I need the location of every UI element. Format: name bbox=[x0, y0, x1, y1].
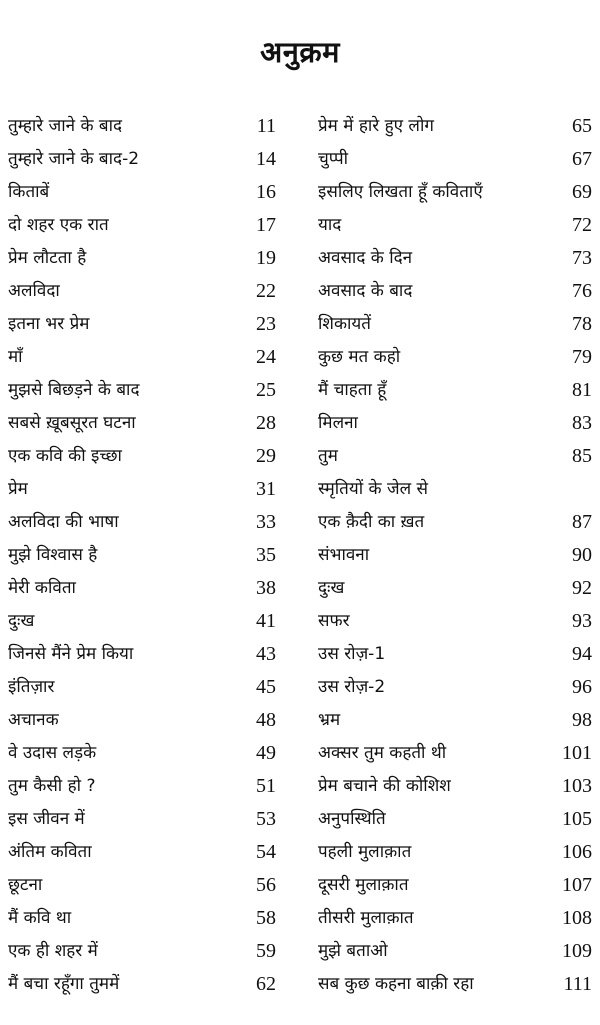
toc-entry-title: संभावना bbox=[318, 545, 370, 565]
toc-entry-page: 29 bbox=[256, 445, 276, 467]
toc-entry-page: 41 bbox=[256, 610, 276, 632]
toc-entry-page: 33 bbox=[256, 511, 276, 533]
toc-entry bbox=[318, 242, 592, 275]
toc-entry bbox=[318, 836, 592, 869]
toc-entry-title: सब कुछ कहना बाक़ी रहा bbox=[318, 974, 474, 994]
toc-entry-title: याद bbox=[318, 215, 342, 235]
toc-entry bbox=[8, 440, 276, 473]
toc-entry bbox=[8, 539, 276, 572]
toc-entry-title: छूटना bbox=[8, 875, 43, 895]
toc-entry bbox=[318, 209, 592, 242]
toc-entry-title: इंतिज़ार bbox=[8, 677, 55, 697]
toc-entry bbox=[318, 803, 592, 836]
toc-entry bbox=[318, 704, 592, 737]
toc-entry-title: दो शहर एक रात bbox=[8, 215, 109, 235]
toc-entry bbox=[318, 407, 592, 440]
toc-entry-title: प्रेम में हारे हुए लोग bbox=[318, 116, 434, 136]
toc-entry-title: वे उदास लड़के bbox=[8, 743, 97, 763]
toc-entry-page: 58 bbox=[256, 907, 276, 929]
toc-entry bbox=[318, 473, 592, 506]
toc-entry-page: 17 bbox=[256, 214, 276, 236]
toc-entry-page: 103 bbox=[562, 775, 592, 797]
toc-entry-page: 35 bbox=[256, 544, 276, 566]
toc-entry bbox=[8, 473, 276, 506]
toc-entry-page: 87 bbox=[572, 511, 592, 533]
toc-entry-page: 22 bbox=[256, 280, 276, 302]
toc-entry bbox=[318, 770, 592, 803]
toc-entry-title: स्मृतियों के जेल से bbox=[318, 479, 429, 499]
toc-entry bbox=[8, 275, 276, 308]
toc-entry-page: 51 bbox=[256, 775, 276, 797]
toc-entry bbox=[8, 110, 276, 143]
toc-entry bbox=[8, 803, 276, 836]
toc-entry-page: 48 bbox=[256, 709, 276, 731]
toc-entry-page: 72 bbox=[572, 214, 592, 236]
toc-entry bbox=[318, 440, 592, 473]
toc-entry-page: 62 bbox=[256, 973, 276, 995]
toc-entry-title: मैं कवि था bbox=[8, 908, 72, 928]
toc-entry-title: पहली मुलाक़ात bbox=[318, 842, 412, 862]
toc-entry bbox=[318, 341, 592, 374]
toc-entry-title: तुम bbox=[318, 446, 338, 466]
toc-entry bbox=[318, 374, 592, 407]
toc-entry-page: 78 bbox=[572, 313, 592, 335]
toc-entry bbox=[8, 968, 276, 1001]
toc-entry bbox=[318, 605, 592, 638]
toc-entry-title: प्रेम लौटता है bbox=[8, 248, 87, 268]
toc-entry bbox=[318, 671, 592, 704]
toc-entry-title: अवसाद के दिन bbox=[318, 248, 413, 268]
toc-entry bbox=[318, 902, 592, 935]
toc-entry bbox=[318, 737, 592, 770]
toc-entry bbox=[8, 770, 276, 803]
toc-entry bbox=[8, 572, 276, 605]
toc-entry-title: जिनसे मैंने प्रेम किया bbox=[8, 644, 134, 664]
toc-entry bbox=[8, 902, 276, 935]
toc-entry-page: 54 bbox=[256, 841, 276, 863]
toc-entry-page: 16 bbox=[256, 181, 276, 203]
toc-entry bbox=[8, 737, 276, 770]
toc-entry-page: 85 bbox=[572, 445, 592, 467]
toc-entry-title: चुप्पी bbox=[318, 149, 349, 169]
toc-entry bbox=[318, 539, 592, 572]
toc-entry-page: 73 bbox=[572, 247, 592, 269]
toc-entry-page: 109 bbox=[562, 940, 592, 962]
toc-entry bbox=[8, 407, 276, 440]
toc-entry bbox=[318, 275, 592, 308]
toc-entry-page: 24 bbox=[256, 346, 276, 368]
toc-entry-title: इतना भर प्रेम bbox=[8, 314, 90, 334]
toc-entry-title: तुम्हारे जाने के बाद-2 bbox=[8, 149, 140, 169]
toc-entry-page: 79 bbox=[572, 346, 592, 368]
toc-entry-title: मैं बचा रहूँगा तुममें bbox=[8, 974, 120, 994]
toc-entry-page: 81 bbox=[572, 379, 592, 401]
toc-entry-page: 76 bbox=[572, 280, 592, 302]
toc-entry-title: इसलिए लिखता हूँ कविताएँ bbox=[318, 182, 483, 202]
toc-entry-title: एक कवि की इच्छा bbox=[8, 446, 122, 466]
toc-entry bbox=[318, 572, 592, 605]
toc-entry-title: मेरी कविता bbox=[8, 578, 76, 598]
toc-entry-page: 23 bbox=[256, 313, 276, 335]
toc-entry bbox=[8, 638, 276, 671]
toc-entry bbox=[8, 836, 276, 869]
toc-entry bbox=[8, 374, 276, 407]
toc-entry-page: 106 bbox=[562, 841, 592, 863]
page-title: अनुक्रम bbox=[260, 35, 340, 69]
toc-entry-page: 38 bbox=[256, 577, 276, 599]
toc-entry-page: 111 bbox=[563, 973, 592, 995]
toc-entry bbox=[318, 638, 592, 671]
toc-entry-title: दुःख bbox=[318, 578, 345, 598]
toc-entry-title: अंतिम कविता bbox=[8, 842, 92, 862]
toc-entry bbox=[318, 968, 592, 1001]
toc-entry-page: 56 bbox=[256, 874, 276, 896]
toc-entry-title: तीसरी मुलाक़ात bbox=[318, 908, 414, 928]
toc-entry-page: 96 bbox=[572, 676, 592, 698]
toc-entry bbox=[8, 671, 276, 704]
toc-entry bbox=[8, 704, 276, 737]
toc-entry bbox=[8, 341, 276, 374]
toc-entry bbox=[318, 110, 592, 143]
toc-entry-page: 98 bbox=[572, 709, 592, 731]
toc-entry-title: प्रेम bbox=[8, 479, 28, 499]
toc-entry-page: 69 bbox=[572, 181, 592, 203]
toc-entry bbox=[8, 209, 276, 242]
toc-entry-title: माँ bbox=[8, 347, 23, 367]
toc-entry-page: 93 bbox=[572, 610, 592, 632]
toc-entry-page: 31 bbox=[256, 478, 276, 500]
toc-entry-page: 25 bbox=[256, 379, 276, 401]
toc-entry-title: दूसरी मुलाक़ात bbox=[318, 875, 409, 895]
toc-entry-page: 83 bbox=[572, 412, 592, 434]
toc-entry-page: 65 bbox=[572, 115, 592, 137]
toc-entry-page: 94 bbox=[572, 643, 592, 665]
toc-right-column bbox=[318, 110, 592, 1001]
toc-entry bbox=[318, 308, 592, 341]
toc-entry bbox=[8, 308, 276, 341]
toc-entry-title: मिलना bbox=[318, 413, 358, 433]
toc-entry-page: 19 bbox=[256, 247, 276, 269]
toc-entry-title: प्रेम बचाने की कोशिश bbox=[318, 776, 451, 796]
toc-entry-title: एक क़ैदी का ख़त bbox=[318, 512, 425, 532]
toc-entry-title: दुःख bbox=[8, 611, 35, 631]
toc-entry-page: 53 bbox=[256, 808, 276, 830]
toc-entry bbox=[8, 176, 276, 209]
toc-entry-title: तुम्हारे जाने के बाद bbox=[8, 116, 123, 136]
toc-left-column bbox=[8, 110, 276, 1001]
toc-entry-title: मुझसे बिछड़ने के बाद bbox=[8, 380, 140, 400]
toc-entry-page: 49 bbox=[256, 742, 276, 764]
toc-entry bbox=[318, 176, 592, 209]
toc-entry-title: किताबें bbox=[8, 182, 50, 202]
toc-entry-page: 14 bbox=[256, 148, 276, 170]
toc-entry-title: अलविदा bbox=[8, 281, 60, 301]
toc-entry-title: मुझे बताओ bbox=[318, 941, 388, 961]
toc-entry-title: उस रोज़-1 bbox=[318, 644, 386, 664]
toc-entry bbox=[318, 506, 592, 539]
toc-entry-title: सबसे ख़ूबसूरत घटना bbox=[8, 413, 136, 433]
toc-entry-title: अलविदा की भाषा bbox=[8, 512, 119, 532]
toc-entry-title: मैं चाहता हूँ bbox=[318, 380, 387, 400]
toc-entry-page: 28 bbox=[256, 412, 276, 434]
toc-entry-title: कुछ मत कहो bbox=[318, 347, 401, 367]
toc-entry-title: सफर bbox=[318, 611, 350, 631]
toc-entry-page: 92 bbox=[572, 577, 592, 599]
toc-entry-page: 11 bbox=[256, 115, 276, 137]
toc-entry-title: मुझे विश्वास है bbox=[8, 545, 98, 565]
toc-entry-title: शिकायतें bbox=[318, 314, 371, 334]
toc-entry-title: उस रोज़-2 bbox=[318, 677, 386, 697]
toc-entry-page: 105 bbox=[562, 808, 592, 830]
toc-entry-title: अक्सर तुम कहती थी bbox=[318, 743, 447, 763]
toc-entry-page: 107 bbox=[562, 874, 592, 896]
toc-entry bbox=[8, 242, 276, 275]
toc-entry-page: 101 bbox=[562, 742, 592, 764]
toc-entry-page: 43 bbox=[256, 643, 276, 665]
toc-entry-page: 45 bbox=[256, 676, 276, 698]
toc-entry-page: 59 bbox=[256, 940, 276, 962]
toc-entry bbox=[8, 935, 276, 968]
toc-entry bbox=[8, 506, 276, 539]
toc-entry-page: 67 bbox=[572, 148, 592, 170]
toc-entry-title: इस जीवन में bbox=[8, 809, 85, 829]
toc-entry bbox=[8, 869, 276, 902]
toc-entry bbox=[318, 869, 592, 902]
toc-entry-title: भ्रम bbox=[318, 710, 341, 730]
toc-entry-title: एक ही शहर में bbox=[8, 941, 98, 961]
toc-entry bbox=[8, 143, 276, 176]
toc-entry-page: 108 bbox=[562, 907, 592, 929]
toc-entry-title: अचानक bbox=[8, 710, 59, 730]
toc-entry-title: तुम कैसी हो ? bbox=[8, 776, 96, 796]
toc-entry bbox=[8, 605, 276, 638]
toc-entry bbox=[318, 935, 592, 968]
toc-entry-page: 90 bbox=[572, 544, 592, 566]
toc-entry-title: अनुपस्थिति bbox=[318, 809, 386, 829]
toc-entry bbox=[318, 143, 592, 176]
toc-entry-title: अवसाद के बाद bbox=[318, 281, 413, 301]
